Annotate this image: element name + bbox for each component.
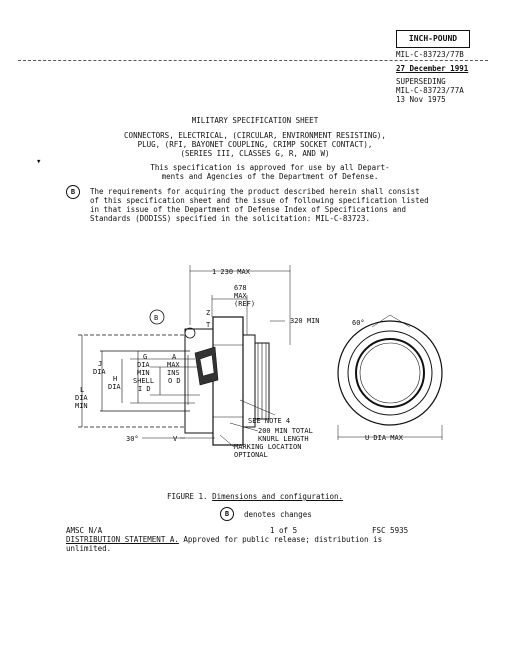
header-divider bbox=[18, 60, 488, 61]
label-l: L bbox=[80, 386, 85, 394]
label-30deg: 30° bbox=[126, 435, 139, 443]
doc-number: MIL-C-83723/77B bbox=[396, 50, 464, 59]
label-g-min: MIN bbox=[137, 369, 150, 377]
label-v: V bbox=[173, 435, 178, 443]
distribution-label: DISTRIBUTION STATEMENT A. bbox=[66, 535, 179, 544]
requirements-line-2: of this specification sheet and the issue of following specification listed bbox=[90, 196, 429, 205]
label-ins: INS bbox=[167, 369, 180, 377]
sheet-title: MILITARY SPECIFICATION SHEET bbox=[191, 116, 319, 125]
superseding-label: SUPERSEDING bbox=[396, 77, 446, 86]
superseded-date: 13 Nov 1975 bbox=[396, 95, 446, 104]
label-z: Z bbox=[206, 309, 211, 317]
approval-line-1: This specification is approved for use by all Depart- bbox=[150, 163, 390, 172]
dim-678: 678 bbox=[234, 284, 247, 292]
label-od: O D bbox=[168, 377, 181, 385]
label-g-dia: DIA bbox=[137, 361, 150, 369]
distribution-text-2: unlimited. bbox=[66, 544, 112, 553]
approval-line-2: ments and Agencies of the Department of Defense. bbox=[161, 172, 379, 181]
label-h: H bbox=[113, 375, 118, 383]
label-id: I D bbox=[138, 385, 151, 393]
change-marker-b: B bbox=[66, 185, 80, 199]
legend-text: denotes changes bbox=[244, 510, 312, 519]
marking-note-2: OPTIONAL bbox=[234, 451, 268, 459]
distribution-text: Approved for public release; distribution is bbox=[183, 535, 383, 544]
label-shell: SHELL bbox=[133, 377, 155, 385]
legend-marker: B bbox=[220, 507, 234, 521]
fsc: FSC 5935 bbox=[372, 526, 409, 535]
figure-change-marker: B bbox=[154, 314, 159, 322]
label-a: A bbox=[172, 353, 177, 361]
requirements-line-3: in that issue of the Department of Defense Index of Specifications and bbox=[90, 205, 407, 214]
label-j: J bbox=[98, 360, 103, 368]
label-60deg: 60° bbox=[352, 319, 365, 327]
label-j-dia: DIA bbox=[93, 368, 106, 376]
requirements-line-4: Standards (DODISS) specified in the solicitation: MIL-C-83723. bbox=[90, 214, 370, 223]
title-line-3: (SERIES III, CLASSES G, R, AND W) bbox=[180, 149, 330, 158]
stray-mark: ▾ bbox=[36, 157, 42, 167]
amsc: AMSC N/A bbox=[66, 526, 103, 535]
title-line-2: PLUG, (RFI, BAYONET COUPLING, CRIMP SOCKET CONTACT), bbox=[137, 140, 373, 149]
marking-note-1: MARKING LOCATION bbox=[234, 443, 302, 451]
connector-drawing bbox=[0, 255, 510, 470]
label-l-dia: DIA bbox=[75, 394, 88, 402]
inch-pound-box: INCH-POUND bbox=[396, 30, 470, 48]
figure-caption bbox=[0, 492, 510, 501]
distribution-statement bbox=[66, 535, 382, 544]
dim-320: 320 MIN bbox=[290, 317, 320, 325]
dim-678-ref: (REF) bbox=[234, 300, 256, 308]
label-a-max: MAX bbox=[167, 361, 180, 369]
figure-caption-text: Dimensions and configuration. bbox=[212, 492, 344, 501]
knurl-note-2: KNURL LENGTH bbox=[258, 435, 309, 443]
figure-caption-label: FIGURE 1. bbox=[166, 492, 208, 501]
label-l-min: MIN bbox=[75, 402, 88, 410]
label-g: G bbox=[143, 353, 148, 361]
page-number: 1 of 5 bbox=[270, 526, 298, 535]
label-t: T bbox=[206, 321, 211, 329]
label-u-dia: U DIA MAX bbox=[365, 434, 403, 442]
dim-1230: 1 230 MAX bbox=[212, 268, 250, 276]
knurl-note-1: 200 MIN TOTAL bbox=[258, 427, 313, 435]
doc-date: 27 December 1991 bbox=[396, 64, 469, 73]
see-note-4: SEE NOTE 4 bbox=[248, 417, 291, 425]
dim-678-max: MAX bbox=[234, 292, 247, 300]
title-line-1: CONNECTORS, ELECTRICAL, (CIRCULAR, ENVIRONMENT RESISTING), bbox=[124, 131, 386, 140]
label-h-dia: DIA bbox=[108, 383, 121, 391]
requirements-line-1: The requirements for acquiring the product described herein shall consist bbox=[90, 187, 420, 196]
superseded-doc: MIL-C-83723/77A bbox=[396, 86, 464, 95]
